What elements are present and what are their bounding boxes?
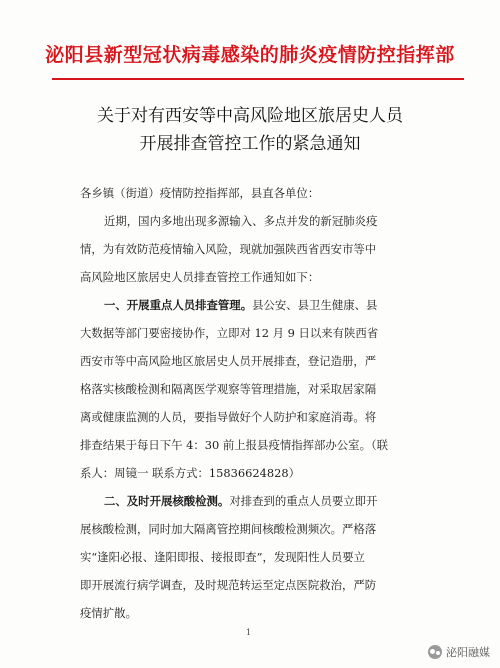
intro-line-2: 情，为有效防范疫情输入风险，现就加强陕西省西安市等中 (80, 242, 377, 256)
section-2-line-5: 疫情扩散。 (80, 606, 137, 620)
section-1-line-5: 离或健康监测的人员，要指导做好个人防护和家庭消毒。将 (80, 410, 377, 424)
section-1-first-line (104, 291, 464, 319)
section-1-line-3: 西安市等中高风险地区旅居史人员开展排查，登记造册，严 (80, 354, 377, 368)
section-1-contact-line: 系人：周镜一 联系方式：15836624828） (80, 466, 301, 480)
watermark-label: 泌阳融媒 (446, 646, 490, 659)
page-number: 1 (246, 628, 252, 637)
issuer-header: 泌阳县新型冠状病毒感染的肺炎疫情防控指挥部 (45, 44, 455, 66)
section-1-heading: 一、开展重点人员排查管理。 (104, 298, 253, 312)
notice-title-line-1: 关于对有西安等中高风险地区旅居史人员 (97, 106, 403, 126)
section-2-first-line-text: 对排查到的重点人员要立即开 (229, 494, 378, 508)
section-1-first-line-text: 县公安、县卫生健康、县 (252, 298, 378, 312)
wechat-icon (428, 645, 442, 659)
section-1-line-2: 大数据等部门要密接协作，立即对 12 月 9 日以来有陕西省 (80, 326, 379, 340)
intro-line-3: 高风险地区旅居史人员排查管控工作通知如下： (80, 270, 320, 284)
section-1-line-6: 排查结果于每日下午 4：30 前上报县疫情指挥部办公室。（联 (80, 438, 389, 452)
red-divider-line (52, 78, 464, 80)
section-2-line-3: 实“逢阳必报、逢阳即报、接报即查”，发现阳性人员要立 (80, 550, 366, 564)
section-2-first-line (104, 487, 464, 515)
section-2-line-4: 即开展流行病学调查，及时规范转运至定点医院救治，严防 (80, 578, 377, 592)
section-2-line-2: 展核酸检测，同时加大隔离管控期间核酸检测频次。严格落 (80, 522, 377, 536)
intro-line-1: 近期，国内多地出现多源输入、多点并发的新冠肺炎疫 (104, 214, 378, 228)
source-watermark (428, 644, 490, 660)
section-2-heading: 二、及时开展核酸检测。 (104, 494, 230, 508)
notice-title-line-2: 开展排查管控工作的紧急通知 (139, 134, 361, 154)
salutation: 各乡镇（街道）疫情防控指挥部，县直各单位： (80, 186, 320, 200)
section-1-line-4: 格落实核酸检测和隔离医学观察等管理措施，对采取居家隔 (80, 382, 377, 396)
